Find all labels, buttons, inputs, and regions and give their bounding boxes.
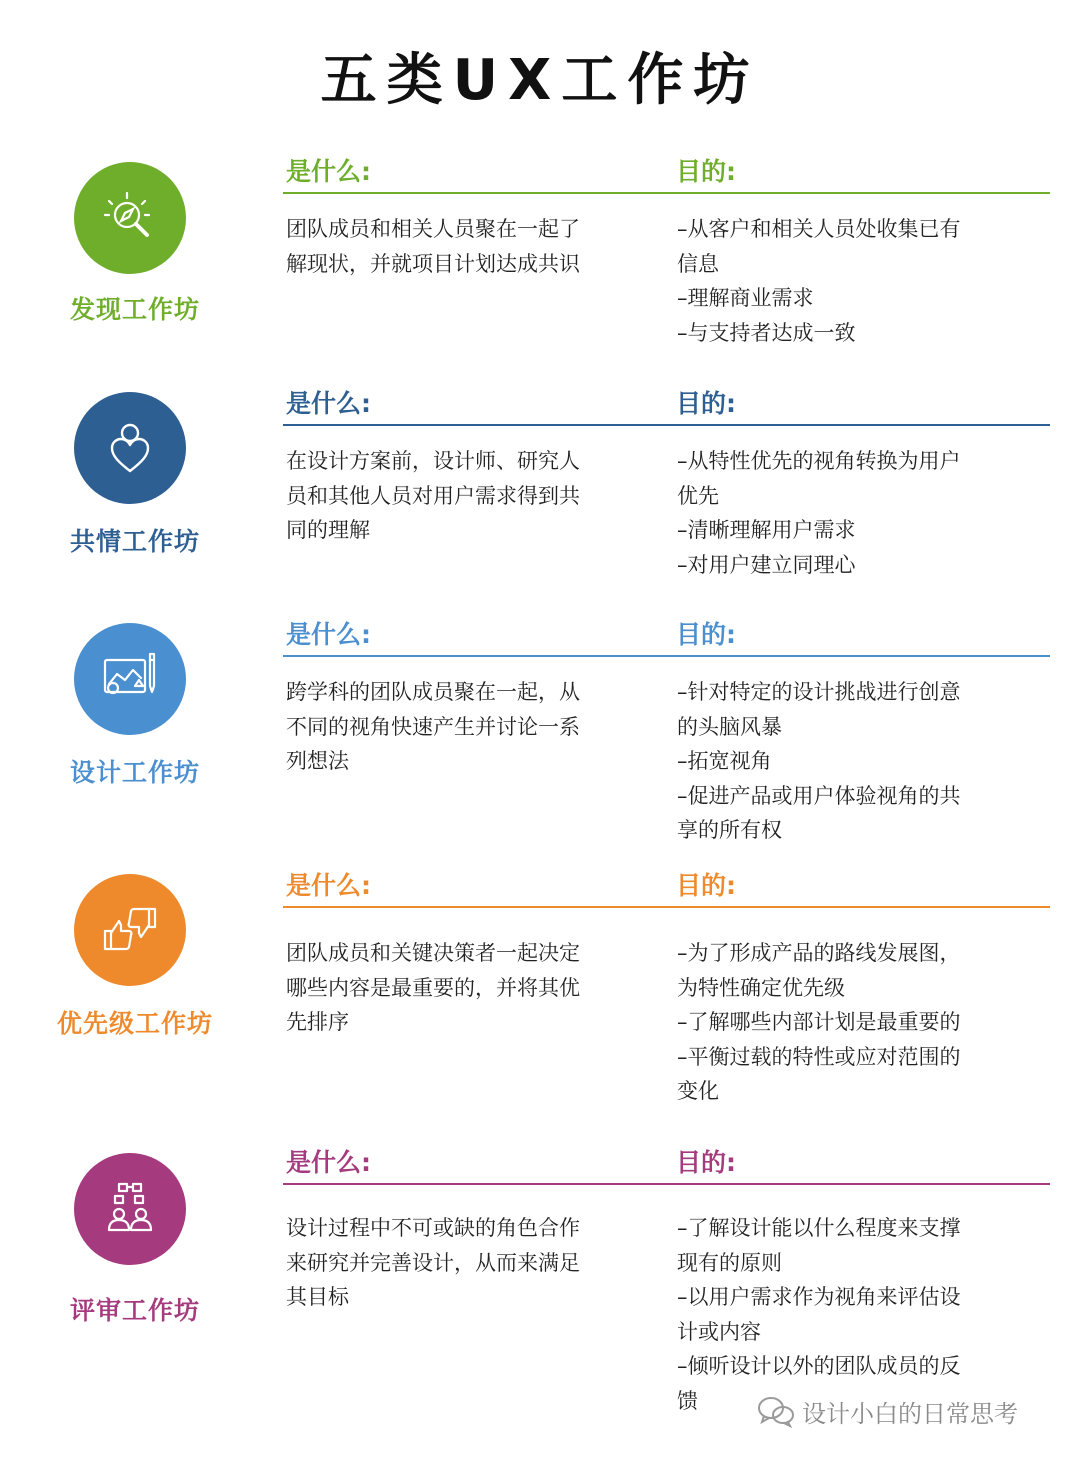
goal-item: –平衡过载的特性或应对范围的 [677, 1044, 961, 1069]
what-label: 是什么: [286, 871, 371, 900]
goal-label: 目的: [676, 389, 736, 418]
goal-label: 目的: [676, 871, 736, 900]
goal-item: –从客户和相关人员处收集已有 [677, 217, 961, 241]
section-name: 设计工作坊 [69, 758, 200, 787]
goal-item: –了解哪些内部计划是最重要的 [677, 1010, 961, 1034]
description [286, 444, 626, 548]
goal-list [677, 1211, 1017, 1418]
goal-label: 目的: [676, 620, 736, 649]
section-divider [283, 655, 1050, 657]
what-label: 是什么: [286, 620, 371, 649]
goal-item: –清晰理解用户需求 [677, 518, 856, 542]
description [286, 212, 626, 281]
section-name: 共情工作坊 [69, 527, 200, 556]
watermark [756, 1394, 1018, 1429]
goal-label: 目的: [676, 157, 736, 186]
design-badge [74, 623, 186, 735]
discovery-badge [74, 162, 186, 274]
goal-item: –了解设计能以什么程度来支撑 [677, 1216, 961, 1240]
what-label: 是什么: [286, 1148, 371, 1177]
goal-item: 为特性确定优先级 [677, 975, 845, 1000]
sketch-board-icon [97, 646, 163, 712]
chat-bubble-icon [756, 1395, 796, 1429]
description-line: 在设计方案前，设计师、研究人 [286, 449, 580, 473]
section-divider [283, 424, 1050, 426]
description-line: 同的理解 [286, 518, 370, 542]
goal-item: 优先 [677, 483, 719, 508]
description-line: 跨学科的团队成员聚在一起，从 [286, 680, 580, 704]
thumbs-up-down-icon [97, 897, 163, 963]
goal-item: –与支持者达成一致 [677, 320, 856, 345]
prioritization-badge [74, 874, 186, 986]
goal-item: 现有的原则 [677, 1250, 782, 1275]
description [286, 1211, 626, 1315]
review-badge [74, 1153, 186, 1265]
goal-list [677, 936, 1017, 1109]
empathy-badge [74, 392, 186, 504]
goal-item: 的头脑风暴 [677, 714, 782, 739]
description [286, 936, 626, 1040]
goal-item: 计或内容 [677, 1319, 761, 1344]
description [286, 675, 626, 779]
section-divider [283, 192, 1050, 194]
goal-item: 享的所有权 [677, 818, 782, 842]
goal-item: –倾听设计以外的团队成员的反 [677, 1354, 961, 1378]
description-line: 团队成员和相关人员聚在一起了 [286, 217, 580, 241]
goal-item: –从特性优先的视角转换为用户 [677, 449, 961, 473]
people-review-icon [97, 1176, 163, 1242]
goal-item: 信息 [677, 251, 719, 276]
description-line: 设计过程中不可或缺的角色合作 [286, 1216, 580, 1240]
what-label: 是什么: [286, 157, 371, 186]
goal-label: 目的: [676, 1148, 736, 1177]
goal-list [677, 444, 1017, 582]
compass-magnifier-icon [97, 185, 163, 251]
description-line: 哪些内容是最重要的，并将其优 [286, 975, 580, 1000]
section-name: 发现工作坊 [69, 295, 200, 324]
goal-item: –为了形成产品的路线发展图， [677, 941, 961, 965]
goal-item: 馈 [677, 1388, 698, 1413]
description-line: 解现状，并就项目计划达成共识 [286, 251, 580, 276]
section-name: 优先级工作坊 [56, 1009, 213, 1038]
what-label: 是什么: [286, 389, 371, 418]
section-divider [283, 906, 1050, 908]
goal-item: 变化 [677, 1079, 719, 1103]
description-line: 团队成员和关键决策者一起决定 [286, 941, 580, 965]
description-line: 员和其他人员对用户需求得到共 [286, 483, 580, 508]
description-line: 来研究并完善设计，从而来满足 [286, 1250, 580, 1275]
goal-list [677, 212, 1017, 350]
goal-item: –对用户建立同理心 [677, 552, 856, 577]
section-name: 评审工作坊 [69, 1296, 200, 1325]
goal-item: –针对特定的设计挑战进行创意 [677, 680, 961, 704]
goal-item: –以用户需求作为视角来评估设 [677, 1285, 961, 1309]
page-title: 五类UX工作坊 [320, 48, 760, 113]
goal-item: –拓宽视角 [677, 749, 772, 773]
goal-item: –理解商业需求 [677, 286, 814, 310]
section-divider [283, 1183, 1050, 1185]
watermark-text: 设计小白的日常思考 [802, 1400, 1018, 1428]
description-line: 其目标 [286, 1285, 349, 1309]
description-line: 先排序 [286, 1010, 349, 1034]
person-heart-icon [97, 415, 163, 481]
description-line: 不同的视角快速产生并讨论一系 [286, 714, 580, 739]
description-line: 列想法 [286, 749, 349, 773]
goal-item: –促进产品或用户体验视角的共 [677, 783, 961, 808]
goal-list [677, 675, 1017, 848]
